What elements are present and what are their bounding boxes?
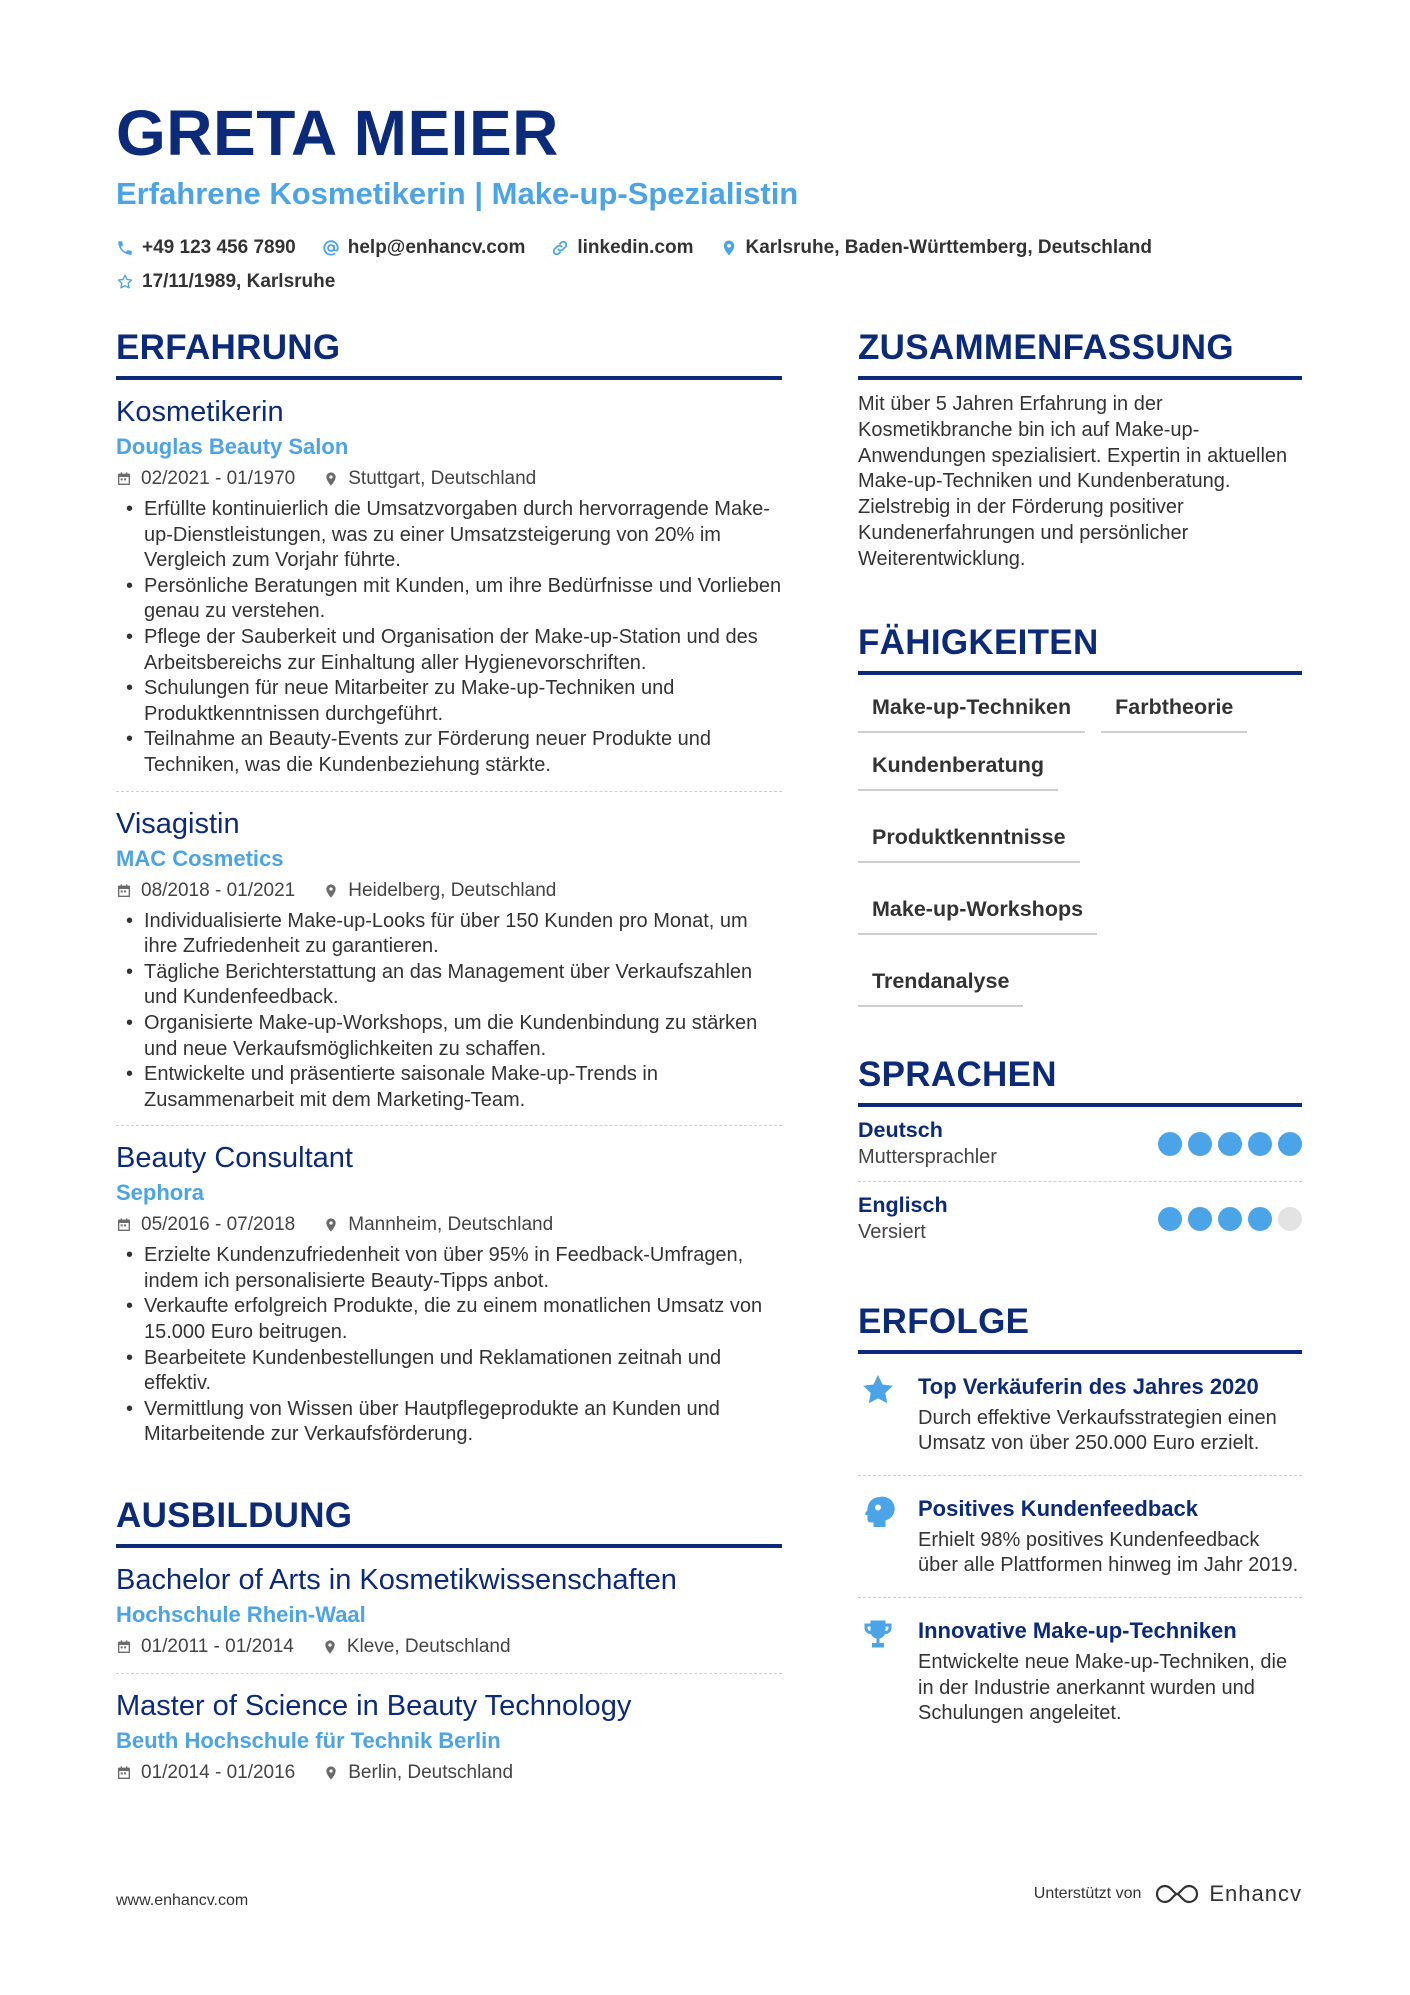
- education-location-text: Kleve, Deutschland: [346, 1636, 511, 1658]
- section-title-education: AUSBILDUNG: [116, 1494, 782, 1548]
- section-title-achievements: ERFOLGE: [858, 1300, 1302, 1354]
- map-pin-icon: [323, 1217, 339, 1233]
- right-column: [858, 326, 1302, 1745]
- job-bullet: • Tägliche Berichterstattung an das Management über Verkaufszahlen und Kundenfeedback.: [144, 960, 782, 1011]
- rating-dot-filled: [1188, 1132, 1212, 1156]
- skill-tag: Farbtheorie: [1101, 689, 1247, 733]
- language-level: Muttersprachler: [858, 1145, 997, 1168]
- degree-title: Bachelor of Arts in Kosmetikwissenschaften: [116, 1564, 677, 1597]
- rating-dot-filled: [1188, 1207, 1212, 1231]
- language-name: Englisch: [858, 1192, 948, 1217]
- contact-linkedin[interactable]: [551, 236, 693, 260]
- job-bullet: • Erzielte Kundenzufriedenheit von über 95% in Feedback-Umfragen, indem ich personalisierte Beauty-Tipps anbot.: [144, 1243, 782, 1294]
- job-bullet: • Pflege der Sauberkeit und Organisation der Make-up-Station und des Arbeitsbereichs zur Einhaltung aller Hygienevorschriften.: [144, 625, 782, 676]
- education-location: [322, 1633, 511, 1661]
- section-title-summary: ZUSAMMENFASSUNG: [858, 326, 1302, 380]
- skill-tag: Produktkenntnisse: [858, 819, 1080, 863]
- achievement-description: Entwickelte neue Make-up-Techniken, die in der Industrie anerkannt wurden und Schulungen angeleitet.: [918, 1650, 1288, 1725]
- skill-tag: Kundenberatung: [858, 747, 1058, 791]
- language-level: Versiert: [858, 1220, 926, 1243]
- rating-dot-empty: [1278, 1207, 1302, 1231]
- rating-dot-filled: [1248, 1207, 1272, 1231]
- language-rating: [1158, 1207, 1302, 1231]
- location-text: Karlsruhe, Baden-Württemberg, Deutschland: [745, 237, 1152, 258]
- job-location: [323, 877, 556, 905]
- achievement-item: [858, 1354, 1302, 1476]
- education-meta: [116, 1633, 782, 1661]
- job-bullet: • Erfüllte kontinuierlich die Umsatzvorgaben durch hervorragende Make-up-Dienstleistungen, was zu einer Umsatzsteigerung von 20% im Vergleich zum Vorjahr führte.: [144, 497, 782, 574]
- section-title-skills: FÄHIGKEITEN: [858, 621, 1302, 675]
- left-column: [116, 326, 782, 1799]
- company-name: MAC Cosmetics: [116, 845, 284, 871]
- rating-dot-filled: [1218, 1132, 1242, 1156]
- education-location: [323, 1759, 513, 1787]
- achievement-item: [858, 1598, 1302, 1745]
- resume-header: [116, 96, 1306, 294]
- phone-text: +49 123 456 7890: [142, 237, 296, 258]
- contact-email[interactable]: [322, 236, 526, 260]
- map-pin-icon: [323, 471, 339, 487]
- education-entry: [116, 1548, 782, 1674]
- job-title: Kosmetikerin: [116, 396, 284, 428]
- achievement-description: Erhielt 98% positives Kundenfeedback über alle Plattformen hinweg im Jahr 2019.: [918, 1528, 1299, 1577]
- section-title-languages: SPRACHEN: [858, 1053, 1302, 1107]
- education-dates: 01/2011 - 01/2014: [141, 1636, 294, 1658]
- phone-icon: [116, 239, 134, 257]
- rating-dot-filled: [1158, 1207, 1182, 1231]
- linkedin-text: linkedin.com: [577, 237, 694, 258]
- trophy-icon: [858, 1616, 898, 1656]
- school-name: Beuth Hochschule für Technik Berlin: [116, 1728, 501, 1754]
- calendar-icon: [116, 1765, 132, 1781]
- head-icon: [858, 1494, 898, 1534]
- job-meta: [116, 465, 782, 493]
- rating-dot-filled: [1218, 1207, 1242, 1231]
- contact-birth: [116, 270, 335, 294]
- job-dates: 02/2021 - 01/1970: [141, 468, 296, 489]
- footer-website[interactable]: www.enhancv.com: [116, 1892, 249, 1909]
- contact-phone[interactable]: [116, 236, 296, 260]
- rating-dot-filled: [1278, 1132, 1302, 1156]
- job-dates: 08/2018 - 01/2021: [141, 879, 296, 901]
- education-meta: [116, 1759, 782, 1787]
- language-rating: [1158, 1132, 1302, 1156]
- job-bullets: [116, 1243, 782, 1448]
- calendar-icon: [116, 883, 132, 899]
- job-bullet: • Verkaufte erfolgreich Produkte, die zu einem monatlichen Umsatz von 15.000 Euro beitrugen.: [144, 1294, 782, 1345]
- footer-branding: [1034, 1880, 1302, 1908]
- powered-by-label: Unterstützt von: [1033, 1885, 1142, 1902]
- job-bullets: [116, 497, 782, 779]
- language-name: Deutsch: [858, 1117, 943, 1142]
- skills-list: [858, 689, 1302, 1007]
- rating-dot-filled: [1248, 1132, 1272, 1156]
- education-location-text: Berlin, Deutschland: [348, 1762, 514, 1784]
- achievement-title: Top Verkäuferin des Jahres 2020: [918, 1373, 1259, 1399]
- school-name: Hochschule Rhein-Waal: [116, 1602, 366, 1628]
- job-bullet: • Entwickelte und präsentierte saisonale Make-up-Trends in Zusammenarbeit mit dem Marketing-Team.: [144, 1062, 782, 1113]
- section-title-experience: ERFAHRUNG: [116, 326, 782, 380]
- job-title: Visagistin: [116, 807, 240, 840]
- star-outline-icon: [116, 273, 134, 291]
- link-icon: [551, 239, 569, 257]
- job-title: Beauty Consultant: [116, 1142, 353, 1175]
- headline: Erfahrene Kosmetikerin | Make-up-Spezialistin: [116, 176, 799, 211]
- enhancv-logo-icon: [1153, 1880, 1201, 1908]
- achievement-description: Durch effektive Verkaufsstrategien einen Umsatz von über 250.000 Euro erzielt.: [918, 1406, 1277, 1455]
- candidate-name: GRETA MEIER: [116, 97, 559, 169]
- education-dates: 01/2014 - 01/2016: [141, 1762, 296, 1784]
- skill-tag: Trendanalyse: [858, 963, 1023, 1007]
- language-item: [858, 1182, 1302, 1256]
- company-name: Sephora: [116, 1180, 205, 1206]
- job-bullet: • Teilnahme an Beauty-Events zur Förderung neuer Produkte und Techniken, was die Kundenbeziehung stärkte.: [144, 727, 782, 778]
- job-location: [323, 1211, 553, 1239]
- summary-text: Mit über 5 Jahren Erfahrung in der Kosmetikbranche bin ich auf Make-up-Anwendungen spezialisiert. Expertin in aktuellen Make-up-Techniken und Kundenberatung. Zielstrebig in der Förderung positiver Kundenerfahrungen und persönlicher Weiterentwicklung.: [858, 393, 1288, 570]
- experience-entry: [116, 380, 782, 792]
- job-location-text: Heidelberg, Deutschland: [348, 879, 557, 901]
- job-bullet: • Schulungen für neue Mitarbeiter zu Make-up-Techniken und Produktkenntnissen durchgeführt.: [144, 676, 782, 727]
- map-pin-icon: [323, 883, 339, 899]
- calendar-icon: [116, 1639, 132, 1655]
- achievement-title: Positives Kundenfeedback: [918, 1495, 1198, 1521]
- brand-name: Enhancv: [1209, 1881, 1302, 1906]
- job-location-text: Mannheim, Deutschland: [348, 1214, 554, 1236]
- job-dates: 05/2016 - 07/2018: [141, 1214, 296, 1236]
- job-bullet: • Individualisierte Make-up-Looks für über 150 Kunden pro Monat, um ihre Zufriedenheit zu garantieren.: [144, 909, 782, 960]
- job-bullets: [116, 909, 782, 1114]
- job-meta: [116, 1211, 782, 1239]
- achievement-item: [858, 1476, 1302, 1598]
- degree-title: Master of Science in Beauty Technology: [116, 1690, 632, 1723]
- job-meta: [116, 877, 782, 905]
- map-pin-icon: [720, 239, 738, 257]
- job-location: [323, 465, 536, 493]
- contact-list: [116, 236, 1266, 294]
- skill-tag: Make-up-Workshops: [858, 891, 1097, 935]
- calendar-icon: [116, 471, 132, 487]
- job-bullet: • Bearbeitete Kundenbestellungen und Reklamationen zeitnah und effektiv.: [144, 1346, 782, 1397]
- at-icon: [322, 239, 340, 257]
- job-bullet: • Persönliche Beratungen mit Kunden, um ihre Bedürfnisse und Vorlieben genau zu verstehen.: [144, 574, 782, 625]
- education-entry: [116, 1674, 782, 1799]
- birth-text: 17/11/1989, Karlsruhe: [142, 271, 336, 292]
- map-pin-icon: [323, 1765, 339, 1781]
- skill-tag: Make-up-Techniken: [858, 689, 1085, 733]
- contact-location: [720, 236, 1152, 260]
- achievement-title: Innovative Make-up-Techniken: [918, 1617, 1237, 1643]
- star-icon: [858, 1372, 898, 1412]
- job-location-text: Stuttgart, Deutschland: [348, 468, 537, 489]
- language-item: [858, 1107, 1302, 1182]
- experience-entry: [116, 792, 782, 1127]
- experience-entry: [116, 1126, 782, 1460]
- email-text: help@enhancv.com: [347, 237, 526, 258]
- job-bullet: • Vermittlung von Wissen über Hautpflegeprodukte an Kunden und Mitarbeitende zur Verkaufsförderung.: [144, 1397, 782, 1448]
- map-pin-icon: [322, 1639, 338, 1655]
- rating-dot-filled: [1158, 1132, 1182, 1156]
- job-bullet: • Organisierte Make-up-Workshops, um die Kundenbindung zu stärken und neue Verkaufsmöglichkeiten zu schaffen.: [144, 1011, 782, 1062]
- calendar-icon: [116, 1217, 132, 1233]
- company-name: Douglas Beauty Salon: [116, 434, 349, 459]
